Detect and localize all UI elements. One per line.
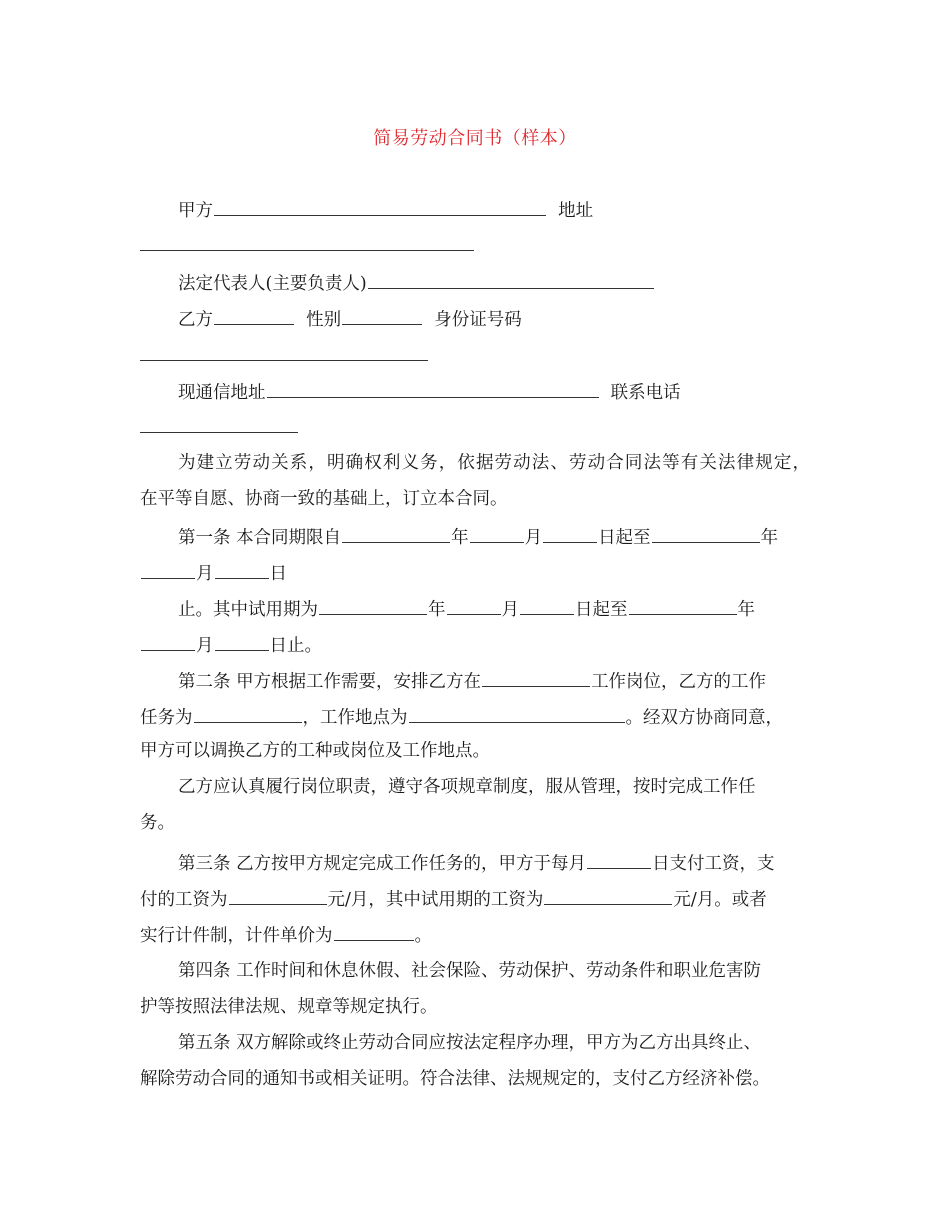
party-a-name-field[interactable] bbox=[214, 197, 546, 216]
workplace-field[interactable] bbox=[409, 704, 625, 723]
id-number-label: 身份证号码 bbox=[434, 310, 522, 330]
article3-text: 第三条 乙方按甲方规定完成工作任务的，甲方于每月 bbox=[178, 854, 587, 874]
probation-wage-field[interactable] bbox=[544, 886, 672, 905]
gender-label: 性别 bbox=[306, 310, 342, 330]
year-label: 年 bbox=[737, 600, 755, 620]
document-title: 简易劳动合同书（样本） bbox=[373, 128, 577, 149]
party-a-label: 甲方 bbox=[178, 201, 213, 221]
article2-text-b: 工作岗位，乙方的工作 bbox=[591, 672, 767, 692]
article3-text-c: 元/月。或者 bbox=[673, 890, 767, 910]
year-label: 年 bbox=[451, 528, 469, 548]
position-field[interactable] bbox=[482, 668, 590, 687]
pay-day-field[interactable] bbox=[587, 850, 651, 869]
article1-line-1 bbox=[178, 524, 848, 549]
month-label: 月 bbox=[196, 636, 214, 656]
month-label: 月 bbox=[501, 600, 519, 620]
probation-end-year-field[interactable] bbox=[629, 596, 737, 615]
party-b-line bbox=[178, 306, 848, 331]
party-a-address-label: 地址 bbox=[558, 201, 594, 221]
party-b-address-label: 现通信地址 bbox=[178, 383, 266, 403]
day-from-label: 日起至 bbox=[575, 600, 628, 620]
probation-text: 止。其中试用期为 bbox=[178, 600, 318, 620]
legal-rep-line bbox=[178, 270, 848, 295]
article3-line-1 bbox=[178, 850, 848, 875]
article2-line-3: 甲方可以调换乙方的工种或岗位及工作地点。 bbox=[140, 741, 490, 761]
article5-line-1: 第五条 双方解除或终止劳动合同应按法定程序办理，甲方为乙方出具终止、 bbox=[178, 1033, 762, 1053]
preamble-line-2: 在平等自愿、协商一致的基础上，订立本合同。 bbox=[140, 489, 508, 509]
year-label: 年 bbox=[428, 600, 446, 620]
article3-text-b: 日支付工资，支 bbox=[652, 854, 775, 874]
gender-field[interactable] bbox=[342, 306, 422, 325]
start-day-field[interactable] bbox=[543, 524, 597, 543]
article2-line-1 bbox=[178, 668, 848, 693]
day-from-label: 日起至 bbox=[598, 528, 651, 548]
probation-end-month-field[interactable] bbox=[141, 632, 195, 651]
article3-end: 。 bbox=[414, 926, 432, 946]
wage-field[interactable] bbox=[229, 886, 327, 905]
task-label: 任务为 bbox=[140, 708, 193, 728]
article2-text: 第二条 甲方根据工作需要，安排乙方在 bbox=[178, 672, 482, 692]
article4-line-1: 第四条 工作时间和休息休假、社会保险、劳动保护、劳动条件和职业危害防 bbox=[178, 961, 762, 981]
article1-line-2 bbox=[140, 560, 810, 585]
article3-line-2 bbox=[140, 886, 810, 911]
end-day-field[interactable] bbox=[215, 560, 269, 579]
end-year-field[interactable] bbox=[652, 524, 760, 543]
duty-line-1: 乙方应认真履行岗位职责，遵守各项规章制度，服从管理，按时完成工作任 bbox=[178, 777, 756, 797]
month-label: 月 bbox=[524, 528, 543, 548]
article5-line-2: 解除劳动合同的通知书或相关证明。符合法律、法规规定的，支付乙方经济补偿。 bbox=[140, 1069, 770, 1089]
legal-rep-label: 法定代表人(主要负责人) bbox=[178, 274, 367, 294]
party-a-line bbox=[178, 197, 848, 222]
start-month-field[interactable] bbox=[470, 524, 524, 543]
end-month-field[interactable] bbox=[141, 560, 195, 579]
article1-line-4 bbox=[140, 632, 810, 657]
article4-line-2: 护等按照法律法规、规章等规定执行。 bbox=[140, 997, 438, 1017]
probation-end-day-field[interactable] bbox=[215, 632, 269, 651]
party-a-address-field[interactable] bbox=[140, 250, 474, 251]
piece-rate-label: 实行计件制，计件单价为 bbox=[140, 926, 333, 946]
start-year-field[interactable] bbox=[342, 524, 450, 543]
article1-text: 第一条 本合同期限自 bbox=[178, 528, 342, 548]
party-b-address-line bbox=[178, 379, 848, 404]
probation-start-year-field[interactable] bbox=[319, 596, 427, 615]
probation-wage-label: 元/月，其中试用期的工资为 bbox=[327, 890, 544, 910]
year-label: 年 bbox=[760, 528, 779, 548]
phone-label: 联系电话 bbox=[610, 383, 681, 403]
piece-rate-field[interactable] bbox=[334, 922, 414, 941]
task-field[interactable] bbox=[194, 704, 302, 723]
article2-text-c: 。经双方协商同意， bbox=[625, 708, 783, 728]
day-end-label: 日止。 bbox=[269, 636, 322, 656]
article3-line-3 bbox=[140, 922, 810, 947]
party-b-address-field[interactable] bbox=[267, 379, 599, 398]
month-label: 月 bbox=[196, 564, 214, 584]
duty-line-2: 务。 bbox=[140, 813, 175, 833]
party-b-label: 乙方 bbox=[178, 310, 213, 330]
article1-line-3 bbox=[178, 596, 848, 621]
article2-line-2 bbox=[140, 704, 810, 729]
day-label: 日 bbox=[269, 564, 287, 584]
probation-start-day-field[interactable] bbox=[520, 596, 574, 615]
workplace-label: ，工作地点为 bbox=[302, 708, 408, 728]
party-b-name-field[interactable] bbox=[214, 306, 294, 325]
wage-label: 付的工资为 bbox=[140, 890, 228, 910]
legal-rep-field[interactable] bbox=[368, 270, 654, 289]
preamble-line-1: 为建立劳动关系，明确权利义务，依据劳动法、劳动合同法等有关法律规定， bbox=[178, 453, 810, 473]
probation-start-month-field[interactable] bbox=[447, 596, 501, 615]
id-number-field[interactable] bbox=[140, 360, 428, 361]
phone-field[interactable] bbox=[140, 432, 298, 433]
